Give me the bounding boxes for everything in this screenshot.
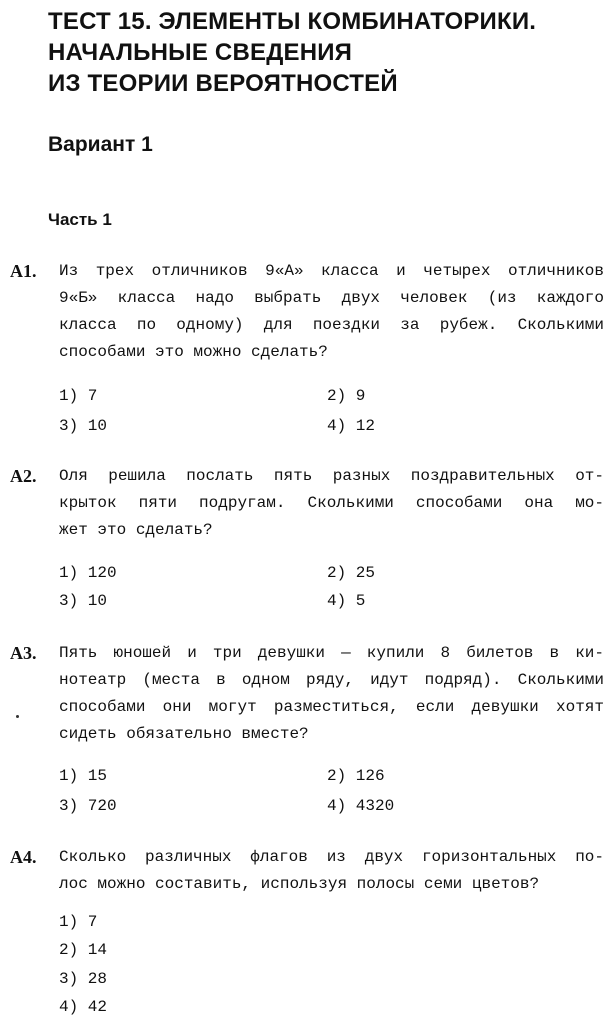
question-text — [59, 640, 604, 748]
answer-option: 1) 7 — [59, 387, 98, 405]
question-number: А4. — [10, 847, 37, 867]
question-text — [59, 844, 604, 898]
answer-option: 2) 14 — [59, 941, 108, 959]
answer-option: 3) 720 — [59, 797, 117, 815]
print-speck — [16, 715, 19, 718]
answer-option: 4) 12 — [327, 417, 376, 435]
question-line: крыток пяти подругам. Сколькими способами она мо- — [59, 494, 604, 512]
question-line: жет это сделать? — [59, 521, 213, 539]
question-number: А1. — [10, 261, 37, 281]
variant-heading: Вариант 1 — [48, 133, 153, 156]
question-text — [59, 463, 604, 544]
question-line: Из трех отличников 9«А» класса и четырех отличников — [59, 262, 604, 280]
answer-option: 4) 42 — [59, 998, 108, 1016]
question-line: нотеатр (места в одном ряду, идут подряд). Сколькими — [59, 671, 604, 689]
answer-option: 4) 5 — [327, 592, 366, 610]
answer-option: 2) 25 — [327, 564, 376, 582]
answer-option: 2) 9 — [327, 387, 366, 405]
answer-option: 2) 126 — [327, 767, 385, 785]
question-line: сидеть обязательно вместе? — [59, 725, 309, 743]
answer-option: 4) 4320 — [327, 797, 395, 815]
question-line: способами это можно сделать? — [59, 343, 328, 361]
question-number: А2. — [10, 466, 37, 486]
question-line: способами они могут разместиться, если девушки хотят — [59, 698, 604, 716]
question-number: А3. — [10, 643, 37, 663]
title-line: ИЗ ТЕОРИИ ВЕРОЯТНОСТЕЙ — [48, 70, 398, 97]
title-line: НАЧАЛЬНЫЕ СВЕДЕНИЯ — [48, 39, 353, 66]
question-text — [59, 258, 604, 366]
test-title — [48, 6, 536, 99]
part-heading: Часть 1 — [48, 210, 112, 229]
answer-option: 3) 10 — [59, 592, 108, 610]
answer-option: 1) 120 — [59, 564, 117, 582]
answer-option: 1) 15 — [59, 767, 108, 785]
question-line: 9«Б» класса надо выбрать двух человек (из каждого — [59, 289, 604, 307]
question-line: Пять юношей и три девушки — купили 8 билетов в ки- — [59, 644, 604, 662]
answer-option: 1) 7 — [59, 913, 98, 931]
answer-option: 3) 10 — [59, 417, 108, 435]
title-line: ТЕСТ 15. ЭЛЕМЕНТЫ КОМБИНАТОРИКИ. — [48, 8, 537, 35]
answer-option: 3) 28 — [59, 970, 108, 988]
question-line: класса по одному) для поездки за рубеж. Сколькими — [59, 316, 604, 334]
question-line: Сколько различных флагов из двух горизонтальных по- — [59, 848, 604, 866]
question-line: лос можно составить, используя полосы семи цветов? — [59, 875, 540, 893]
question-line: Оля решила послать пять разных поздравительных от- — [59, 467, 604, 485]
